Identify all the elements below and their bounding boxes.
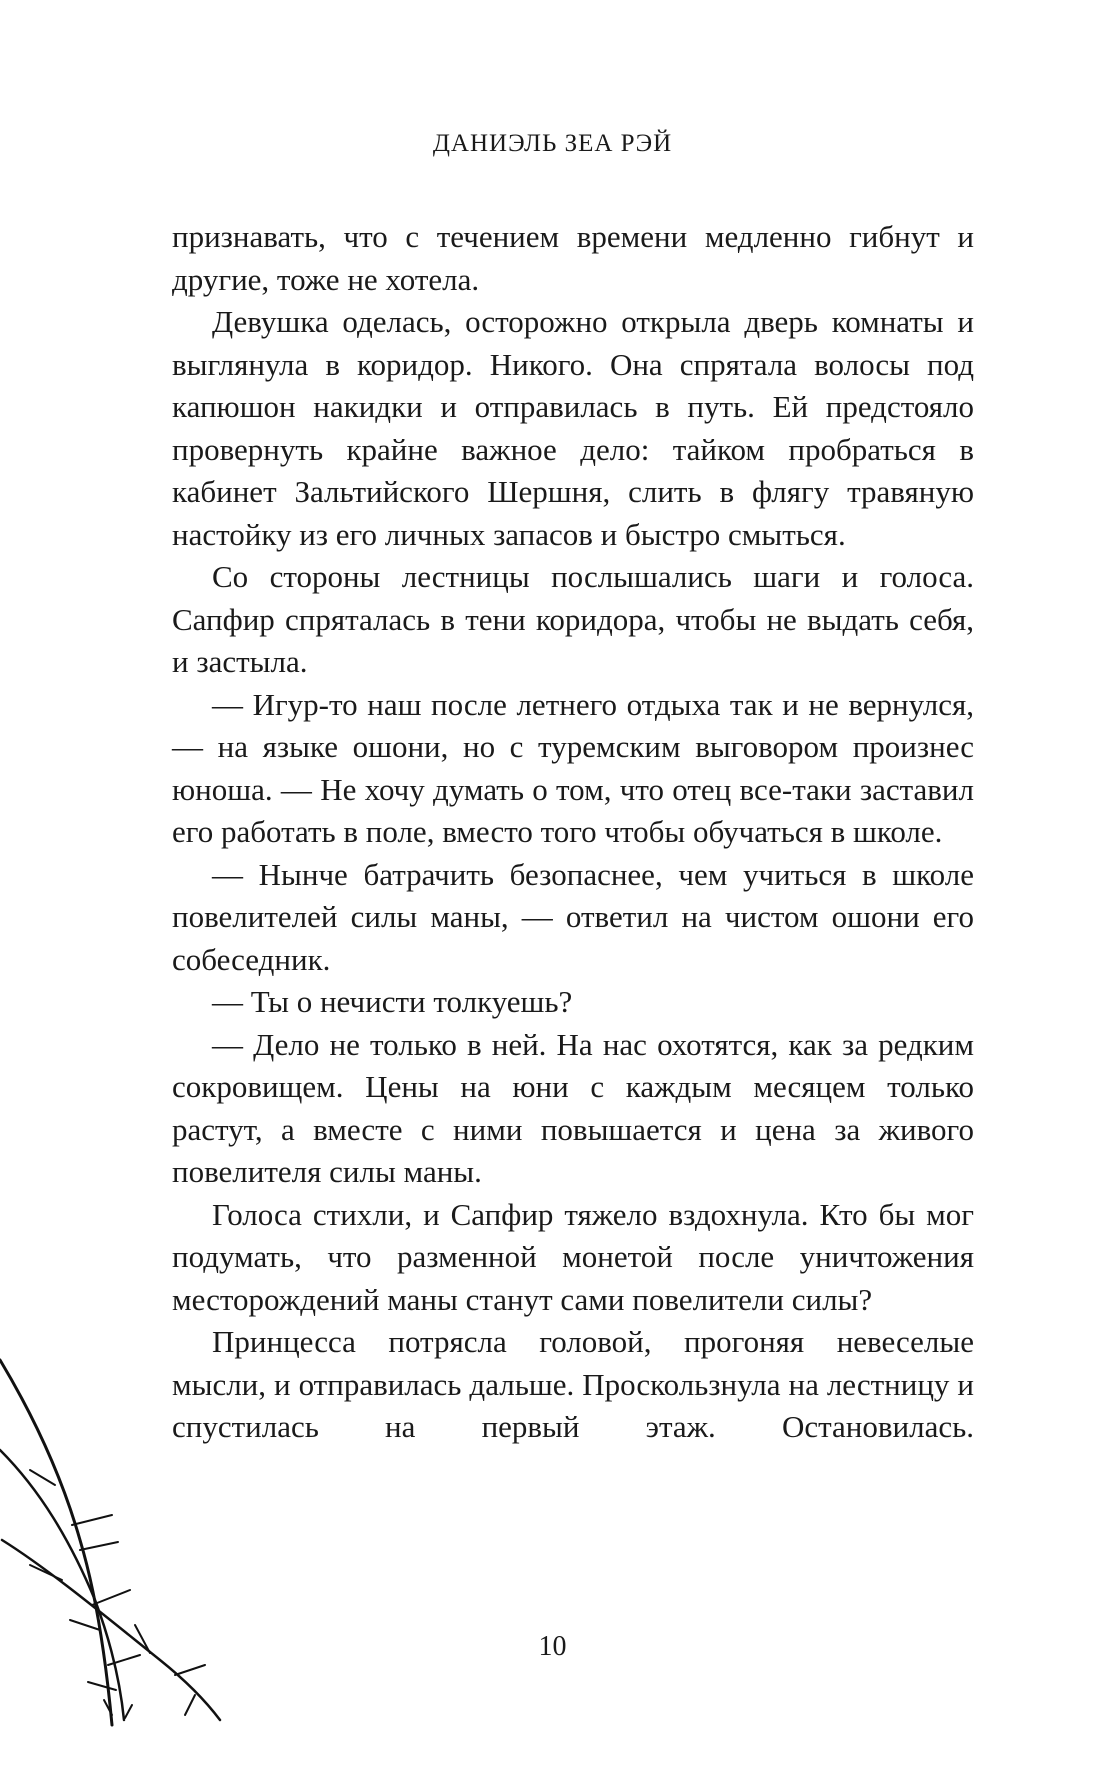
paragraph: признавать, что с течением времени медленно гибнут и другие, тоже не хотела. <box>172 219 974 297</box>
paragraph: Девушка оделась, осторожно открыла дверь комнаты и выглянула в коридор. Никого. Она спрятала волосы под капюшон накидки и отправилась в путь. Ей предстояло провернуть крайне важное дело: тайком пробраться в кабинет Зальтийского Шершня, слить в флягу травяную настойку из его личных запасов и быстро смыться. <box>172 304 974 552</box>
paragraph: Принцесса потрясла головой, прогоняя невеселые мысли, и отправилась дальше. Проскользнула на лестницу и спустилась на первый этаж. Остановилась. <box>172 1324 974 1444</box>
paragraph: — Игур-то наш после летнего отдыха так и не вернулся, — на языке ошони, но с туремским выговором произнес юноша. — Не хочу думать о том, что отец все-таки заставил его работать в поле, вместо того чтобы обучаться в школе. <box>172 686 974 849</box>
page-number: 10 <box>538 1631 567 1662</box>
paragraph: — Нынче батрачить безопаснее, чем учиться в школе повелителей силы маны, — ответил на чистом ошони его собеседник. <box>172 856 974 977</box>
running-head: ДАНИЭЛЬ ЗЕА РЭЙ <box>432 130 673 157</box>
branch-illustration <box>0 1320 260 1730</box>
paragraph: — Ты о нечисти толкуешь? <box>212 984 573 1019</box>
body-text <box>172 216 974 1449</box>
paragraph: Голоса стихли, и Сапфир тяжело вздохнула. Кто бы мог подумать, что разменной монетой после уничтожения месторождений маны станут сами повелители силы? <box>172 1196 974 1317</box>
paragraph: — Дело не только в ней. На нас охотятся, как за редким сокровищем. Цены на юни с каждым месяцем только растут, а вместе с ними повышается и цена за живого повелителя силы маны. <box>172 1026 974 1189</box>
paragraph: Со стороны лестницы послышались шаги и голоса. Сапфир спряталась в тени коридора, чтобы не выдать себя, и застыла. <box>172 559 974 679</box>
